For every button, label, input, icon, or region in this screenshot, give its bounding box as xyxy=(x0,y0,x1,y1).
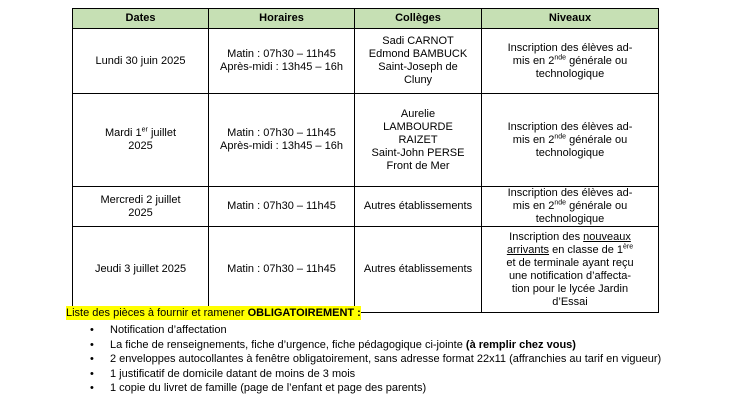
date-cell xyxy=(73,227,209,313)
college-line: Aurelie xyxy=(400,107,436,120)
college-line: Cluny xyxy=(403,74,433,86)
list-item: • La fiche de renseignements, fiche d’urgence, fiche pédagogique ci-jointe (à remplir chez vous) xyxy=(90,338,576,351)
date-cell xyxy=(73,29,209,94)
hours-cell xyxy=(209,227,355,313)
bullet-icon: • xyxy=(90,324,94,336)
table-row xyxy=(73,94,659,187)
header-niveaux: Niveaux xyxy=(482,9,659,29)
level-line: mis en 2nde générale ou xyxy=(512,53,628,67)
level-line: technologique xyxy=(535,146,605,159)
header-colleges: Collèges xyxy=(355,9,482,29)
hours-afternoon: Après-midi : 13h45 – 16h xyxy=(220,61,343,73)
level-cell xyxy=(482,29,659,94)
schedule-table xyxy=(72,8,659,313)
hours-morning: Matin : 07h30 – 11h45 xyxy=(227,200,336,212)
documents-list-title: Liste des pièces à fournir et ramener OBLIGATOIREMENT : xyxy=(66,307,361,319)
hours-cell xyxy=(209,187,355,227)
header-horaires: Horaires xyxy=(209,9,355,29)
date-cell xyxy=(73,94,209,187)
level-line: arrivants en classe de 1ère xyxy=(506,242,634,256)
hours-morning: Matin : 07h30 – 11h45 xyxy=(227,263,336,275)
level-line: Inscription des élèves ad- xyxy=(507,41,633,54)
college-line: Autres établissements xyxy=(363,200,473,212)
date-year: 2025 xyxy=(128,206,153,219)
college-line: Saint-John PERSE xyxy=(371,146,465,159)
list-item: • 2 enveloppes autocollantes à fenêtre obligatoirement, sans adresse format 22x11 (affranchies au tarif en vigueur) xyxy=(90,353,662,365)
level-line: tion pour le lycée Jardin xyxy=(511,282,629,295)
colleges-cell xyxy=(355,94,482,187)
table-header-row xyxy=(73,9,659,29)
bullet-icon: • xyxy=(90,338,94,351)
bullet-icon: • xyxy=(90,382,94,394)
colleges-cell xyxy=(355,227,482,313)
level-line: Inscription des nouveaux xyxy=(509,230,631,243)
college-line: LAMBOURDE xyxy=(383,120,453,133)
bullet-icon: • xyxy=(90,353,94,365)
hours-afternoon: Après-midi : 13h45 – 16h xyxy=(220,140,343,152)
documents-list xyxy=(90,324,690,397)
colleges-cell xyxy=(355,187,482,227)
colleges-cell xyxy=(355,29,482,94)
list-item: • 1 justificatif de domicile datant de moins de 3 mois xyxy=(90,367,356,380)
college-line: Autres établissements xyxy=(363,263,473,275)
level-cell xyxy=(482,227,659,313)
college-line: Front de Mer xyxy=(386,159,450,172)
bullet-icon: • xyxy=(90,367,94,380)
table-row xyxy=(73,187,659,227)
level-line: Inscription des élèves ad- xyxy=(507,187,633,199)
date-text: Mercredi 2 juillet xyxy=(100,193,181,206)
college-line: Edmond BAMBUCK xyxy=(368,48,468,60)
college-line: Sadi CARNOT xyxy=(382,35,454,47)
table-row xyxy=(73,227,659,313)
list-item: • 1 copie du livret de famille (page de l’enfant et page des parents) xyxy=(90,382,427,394)
level-cell xyxy=(482,94,659,187)
list-item: • Notification d’affectation xyxy=(90,324,227,336)
level-line: et de terminale ayant reçu xyxy=(506,256,634,269)
level-line: une notification d’affecta- xyxy=(508,269,632,282)
level-line: d’Essai xyxy=(552,295,588,308)
date-text: Mardi 1er juillet xyxy=(104,126,177,139)
college-line: RAIZET xyxy=(398,133,438,146)
date-cell xyxy=(73,187,209,227)
level-line: technologique xyxy=(535,213,605,225)
date-text: Lundi 30 juin 2025 xyxy=(95,54,186,67)
level-line: Inscription des élèves ad- xyxy=(507,120,633,133)
date-text: Jeudi 3 juillet 2025 xyxy=(94,263,187,275)
level-cell xyxy=(482,187,659,227)
hours-morning: Matin : 07h30 – 11h45 xyxy=(227,48,336,60)
level-line: technologique xyxy=(535,67,605,80)
date-year: 2025 xyxy=(128,140,153,152)
header-dates: Dates xyxy=(73,9,209,29)
hours-morning: Matin : 07h30 – 11h45 xyxy=(227,127,336,139)
college-line: Saint-Joseph de xyxy=(378,61,458,73)
table-row xyxy=(73,29,659,94)
level-line: mis en 2nde générale ou xyxy=(512,132,628,146)
hours-cell xyxy=(209,94,355,187)
level-line: mis en 2nde générale ou xyxy=(512,199,628,212)
hours-cell xyxy=(209,29,355,94)
